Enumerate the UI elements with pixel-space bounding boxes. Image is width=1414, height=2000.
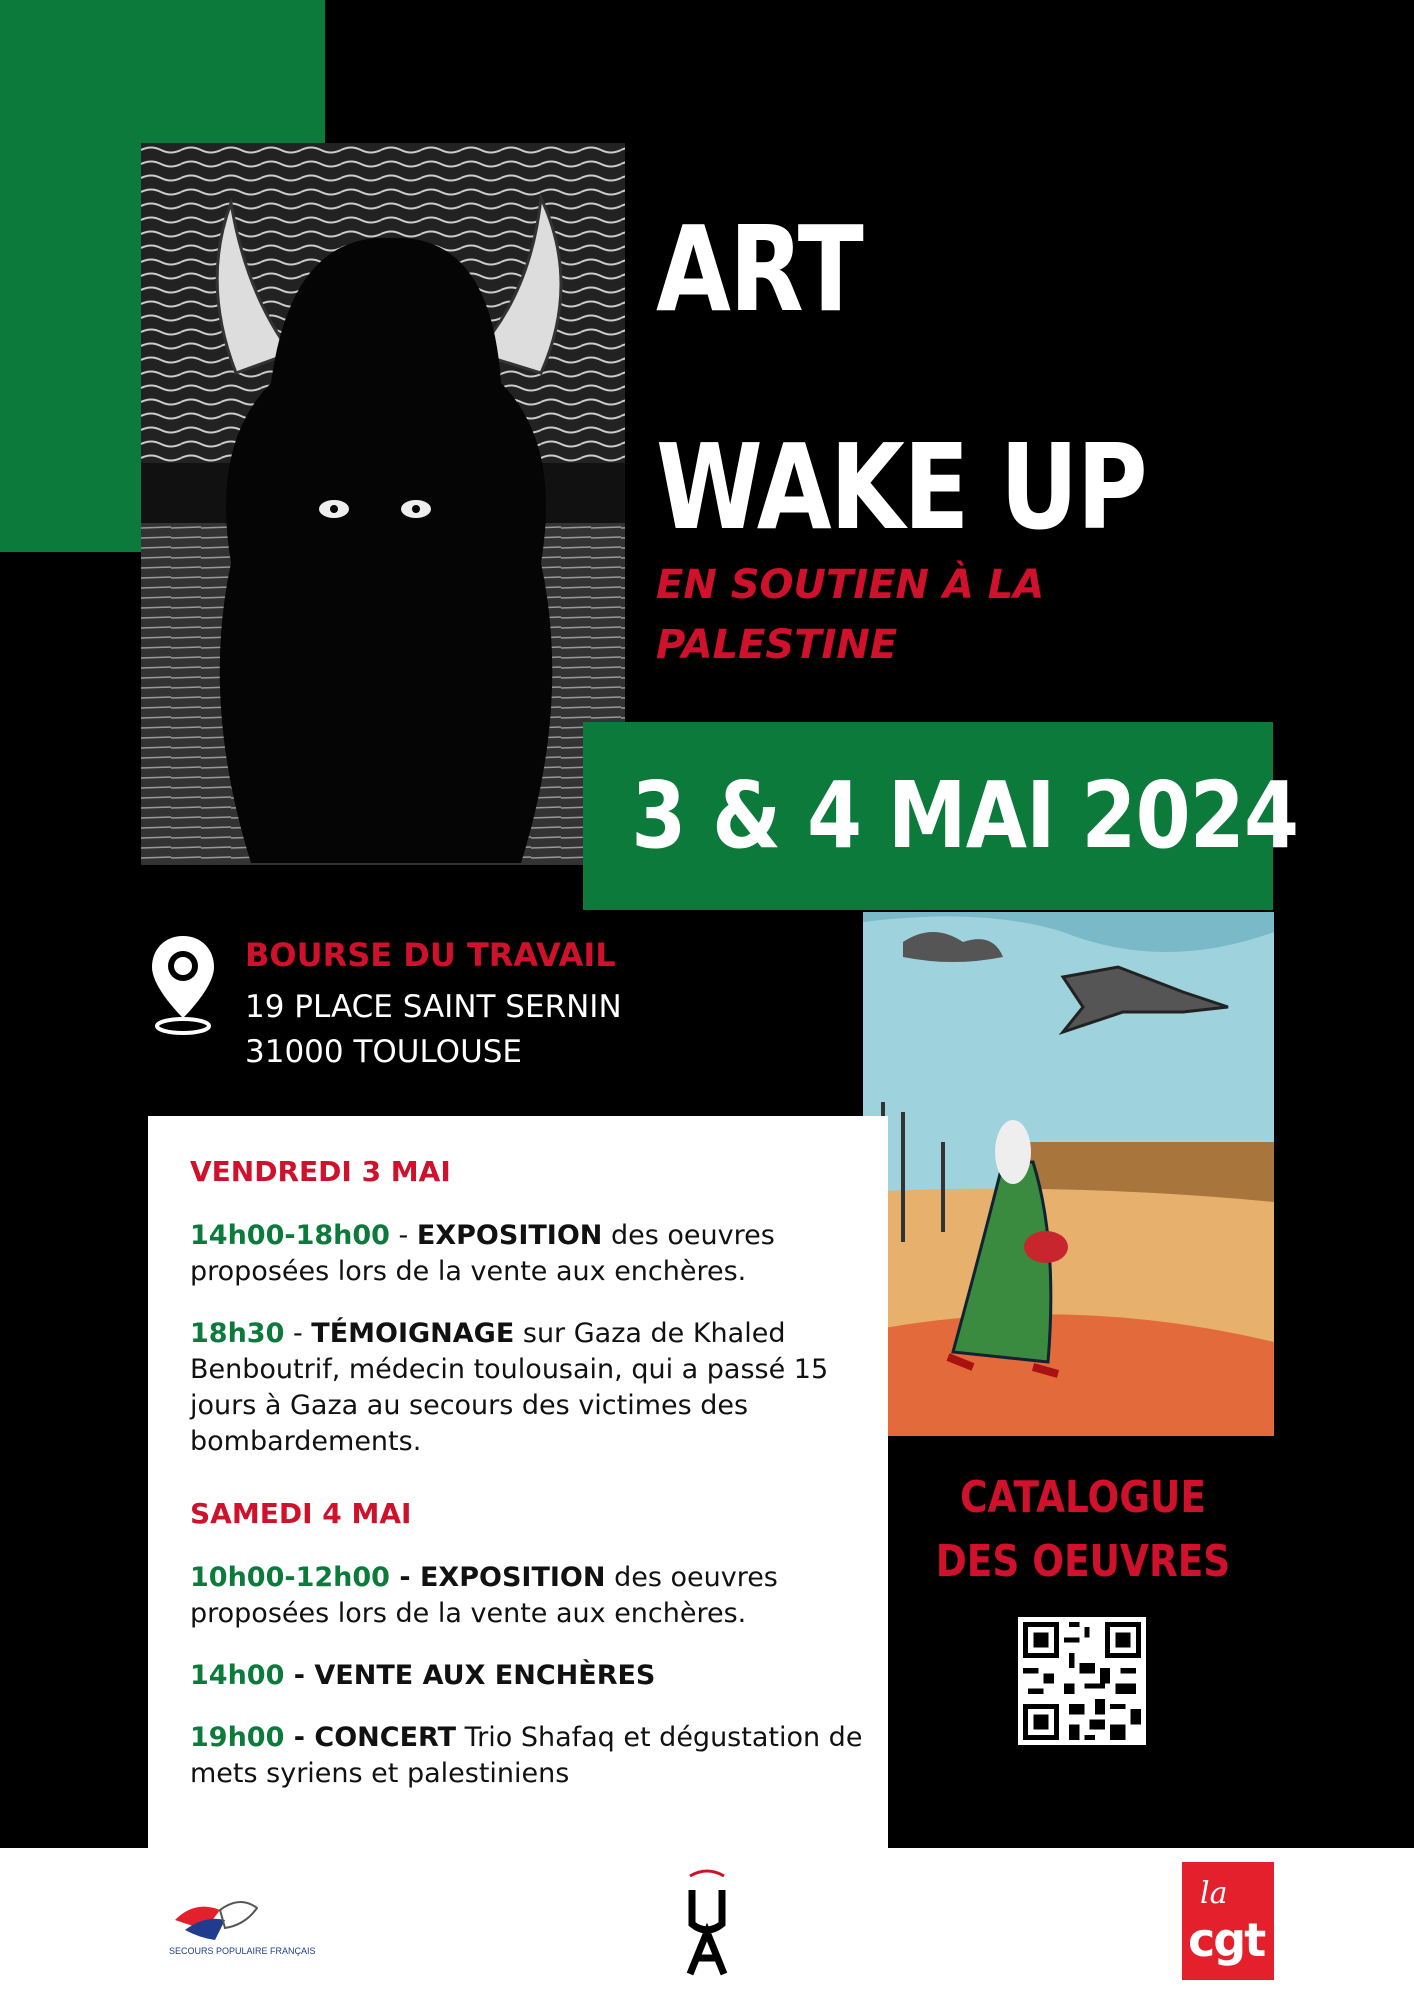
program-content xyxy=(190,1152,870,1792)
monster-artwork xyxy=(141,143,625,865)
item-separator: - xyxy=(389,1562,420,1593)
program-item xyxy=(190,1560,870,1632)
day-label: SAMEDI 4 MAI xyxy=(190,1497,412,1530)
item-separator: - xyxy=(284,1318,312,1349)
item-separator: - xyxy=(389,1220,417,1251)
item-title: CONCERT xyxy=(314,1722,457,1753)
catalogue-label: CATALOGUE DES OEUVRES xyxy=(935,1472,1231,1587)
item-text: Trio Shafaq et dégustation de mets syriens et palestiniens xyxy=(190,1722,863,1789)
location-pin-icon xyxy=(148,932,218,1036)
date-banner xyxy=(583,722,1299,910)
spf-logo-text: SECOURS POPULAIRE FRANÇAIS xyxy=(169,1946,316,1956)
title-line-2: WAKE UP xyxy=(656,418,1147,556)
girl-artwork xyxy=(863,912,1274,1436)
cgt-logo-la: la xyxy=(1200,1876,1228,1911)
program-panel xyxy=(148,1116,888,1848)
venue-address-line-2: 31000 TOULOUSE xyxy=(245,1034,523,1070)
poster-title xyxy=(656,160,1146,596)
catalogue-qr-code[interactable] xyxy=(1018,1617,1146,1745)
item-title: TÉMOIGNAGE xyxy=(311,1318,515,1349)
item-title: VENTE AUX ENCHÈRES xyxy=(314,1660,656,1691)
item-time: 18h30 xyxy=(190,1318,285,1349)
secours-populaire-logo xyxy=(165,1880,316,1970)
ua-logo xyxy=(680,1866,734,1978)
program-item xyxy=(190,1720,870,1792)
venue-address-line-1: 19 PLACE SAINT SERNIN xyxy=(245,989,622,1025)
item-title: EXPOSITION xyxy=(419,1562,606,1593)
program-item xyxy=(190,1658,870,1694)
cgt-logo xyxy=(1182,1862,1274,1980)
item-text: sur Gaza de Khaled Benboutrif, médecin toulousain, qui a passé 15 jours à Gaza au secours des victimes des bombardements. xyxy=(190,1318,829,1457)
item-text: des oeuvres proposées lors de la vente aux enchères. xyxy=(190,1562,778,1629)
item-time: 14h00 xyxy=(190,1660,285,1691)
cgt-logo-cgt: cgt xyxy=(1188,1913,1265,1967)
item-title: EXPOSITION xyxy=(416,1220,603,1251)
day-label: VENDREDI 3 MAI xyxy=(190,1155,451,1188)
item-time: 10h00-12h00 xyxy=(190,1562,390,1593)
item-time: 14h00-18h00 xyxy=(190,1220,390,1251)
title-line-1: ART xyxy=(656,200,863,338)
item-separator: - xyxy=(284,1660,315,1691)
program-item xyxy=(190,1316,870,1460)
event-date: 3 & 4 MAI 2024 xyxy=(631,762,1299,869)
poster-subtitle: EN SOUTIEN À LA PALESTINE xyxy=(656,562,1045,668)
program-item xyxy=(190,1218,870,1290)
item-time: 19h00 xyxy=(190,1722,285,1753)
item-text: des oeuvres proposées lors de la vente aux enchères. xyxy=(190,1220,775,1287)
venue-name: BOURSE DU TRAVAIL xyxy=(245,936,616,974)
item-separator: - xyxy=(284,1722,315,1753)
